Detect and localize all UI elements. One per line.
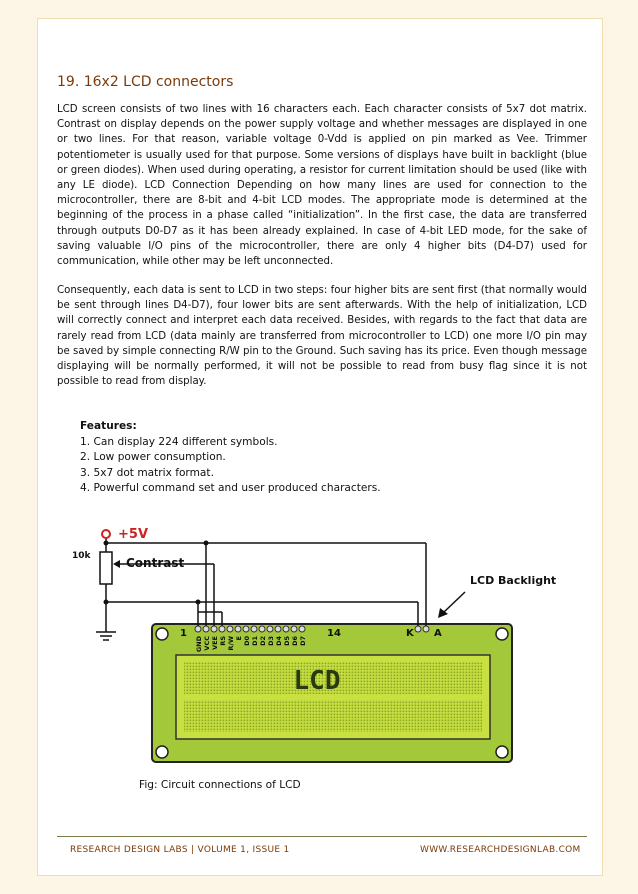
- pin-name-label: D4: [275, 636, 283, 646]
- pin-name-label: D7: [299, 636, 307, 646]
- feature-item: 2. Low power consumption.: [80, 451, 226, 464]
- pin-name-label: VEE: [211, 636, 219, 650]
- feature-item: 1. Can display 224 different symbols.: [80, 435, 278, 448]
- junction-dot: [204, 541, 209, 546]
- feature-item: 3. 5x7 dot matrix format.: [80, 466, 214, 479]
- pin-name-label: D5: [283, 636, 291, 646]
- junction-dot: [196, 600, 201, 605]
- lcd-pin: [275, 626, 281, 632]
- pin-name-label: D0: [243, 636, 251, 646]
- feature-item: 4. Powerful command set and user produced characters.: [80, 482, 381, 495]
- section-title: 19. 16x2 LCD connectors: [57, 74, 234, 90]
- lcd-row-2: [184, 700, 482, 732]
- junction-dot: [104, 541, 109, 546]
- footer-rule: [57, 836, 587, 837]
- features-list: [80, 419, 381, 497]
- lcd-pin: [243, 626, 249, 632]
- lcd-pin: [283, 626, 289, 632]
- pin-name-label: D1: [251, 636, 259, 646]
- lcd-pin: [259, 626, 265, 632]
- lcd-pin: [299, 626, 305, 632]
- pin-k: [415, 626, 421, 632]
- pin-a-label: A: [434, 628, 442, 639]
- lcd-screen-text: LCD: [293, 666, 341, 696]
- pin-name-label: D3: [267, 636, 275, 646]
- pin-name-label: RS: [219, 636, 227, 646]
- pin-name-label: R/W: [227, 636, 235, 651]
- mount-hole: [496, 746, 508, 758]
- lcd-pin: [227, 626, 233, 632]
- features-heading: Features:: [80, 420, 137, 432]
- lcd-pin: [251, 626, 257, 632]
- pin-k-label: K: [406, 628, 414, 639]
- wiper-arrow-icon: [113, 560, 120, 568]
- resistor-label: 10k: [72, 551, 91, 561]
- pin-name-label: E: [235, 636, 243, 641]
- lcd-pin: [195, 626, 201, 632]
- lcd-pin: [267, 626, 273, 632]
- lcd-circuit-diagram: [60, 512, 580, 772]
- pin-name-label: D2: [259, 636, 267, 646]
- mount-hole: [496, 628, 508, 640]
- supply-label: +5V: [118, 527, 148, 542]
- backlight-label: LCD Backlight: [470, 574, 557, 587]
- pin-a: [423, 626, 429, 632]
- pin-14-label: 14: [327, 628, 341, 639]
- mount-hole: [156, 746, 168, 758]
- pin-name-label: GND: [195, 636, 203, 653]
- lcd-pin: [219, 626, 225, 632]
- backlight-pointer: [444, 592, 465, 612]
- pin-name-label: VCC: [203, 636, 211, 651]
- junction-dot: [104, 600, 109, 605]
- figure-caption: Fig: Circuit connections of LCD: [139, 779, 301, 791]
- mount-hole: [156, 628, 168, 640]
- lcd-pin: [235, 626, 241, 632]
- pin-name-label: D6: [291, 636, 299, 646]
- contrast-label: Contrast: [126, 556, 185, 570]
- potentiometer: [100, 552, 112, 584]
- lcd-pin: [203, 626, 209, 632]
- pin-1-label: 1: [180, 628, 187, 639]
- footer-website: WWW.RESEARCHDESIGNLAB.COM: [420, 845, 581, 855]
- footer-publication: RESEARCH DESIGN LABS | VOLUME 1, ISSUE 1: [70, 845, 290, 855]
- supply-terminal: [102, 530, 110, 538]
- paragraph-four-bit-mode: Consequently, each data is sent to LCD in two steps: four higher bits are sent first (that normally would be sent through lines D4-D7), four lower bits are sent afterwards. With the help of initialization, LCD will correctly connect and interpret each data received. Besides, with regards to the fact that data are rarely read from LCD (data mainly are transferred from microcontroller to LCD) one more I/O pin may be saved by simple connecting R/W pin to the Ground. Such saving has its price. Even though message displaying will be normally performed, it will not be possible to read from busy flag since it is not possible to read from display.: [57, 285, 587, 388]
- lcd-pin: [211, 626, 217, 632]
- paragraph-intro: LCD screen consists of two lines with 16 characters each. Each character consists of 5x7 dot matrix. Contrast on display depends on the power supply voltage and whether messages are displayed in one or two lines. For that reason, variable voltage 0-Vdd is applied on pin marked as Vee. Trimmer potentiometer is usually used for that purpose. Some versions of displays have built in backlight (blue or green diodes). When used during operating, a resistor for current limitation should be used (like with any LE diode). LCD Connection Depending on how many lines are used for connection to the microcontroller, there are 8-bit and 4-bit LCD modes. The appropriate mode is determined at the beginning of the process in a phase called “initialization”. In the first case, the data are transferred through outputs D0-D7 as it has been already explained. In case of 4-bit LED mode, for the sake of saving valuable I/O pins of the microcontroller, there are only 4 higher bits (D4-D7) used for communication, while other may be left unconnected.: [57, 104, 587, 268]
- lcd-pin: [291, 626, 297, 632]
